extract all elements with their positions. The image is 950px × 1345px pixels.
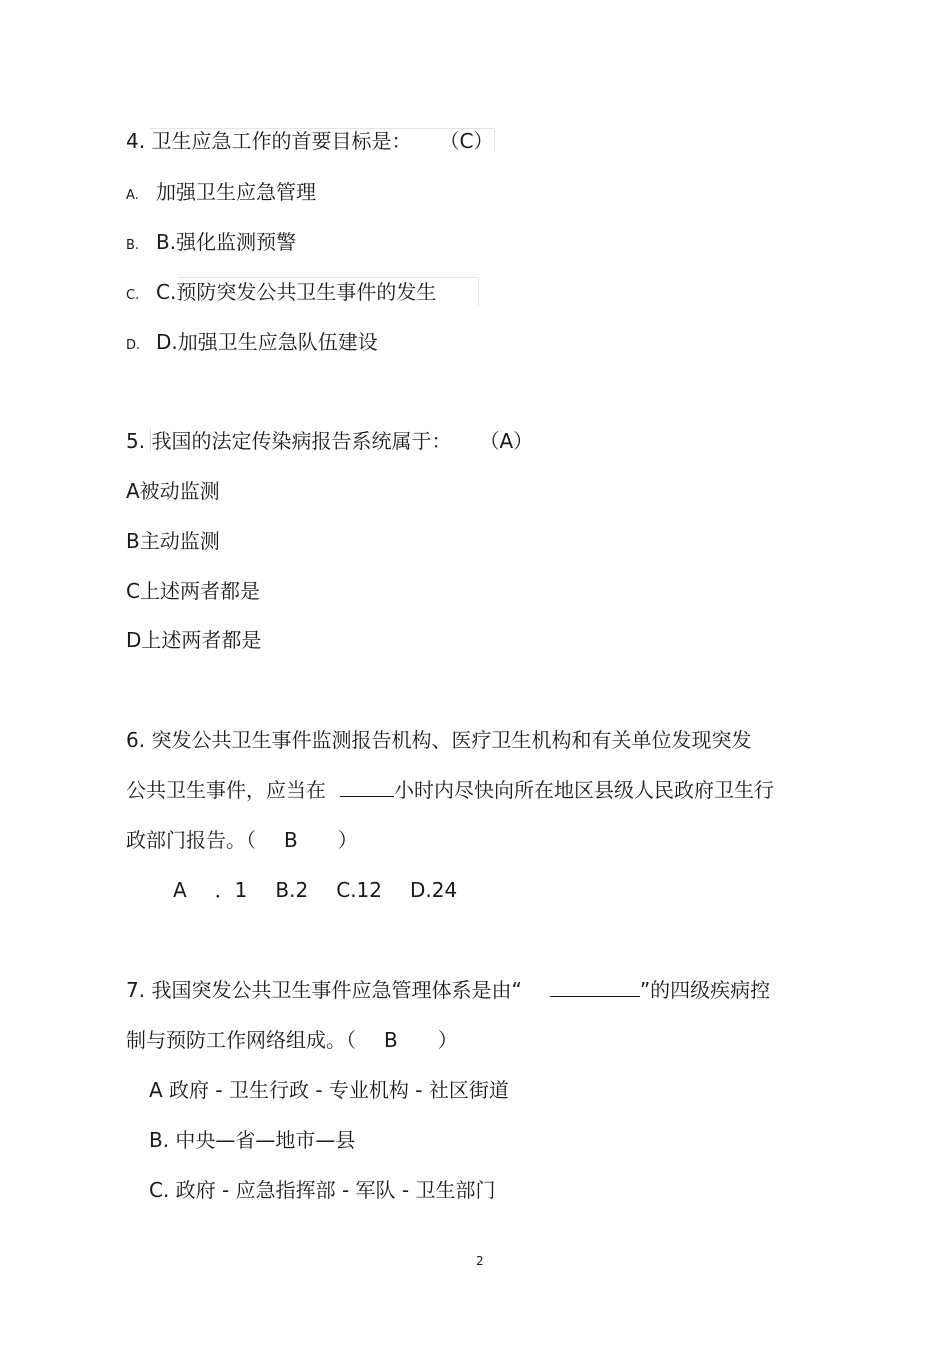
- q5-stem-text: 5. 我国的法定传染病报告系统属于：: [126, 429, 452, 453]
- q7-line-2: [126, 1027, 458, 1053]
- q4-stem: [126, 128, 493, 154]
- q6-fill-blank: [340, 778, 394, 797]
- q6-option-a-value: ．1: [214, 878, 248, 902]
- q7-option-a: A 政府 - 卫生行政 - 专业机构 - 社区街道: [149, 1078, 509, 1102]
- q6-close-paren: ）: [337, 828, 358, 852]
- q7-line-2-prefix: 制与预防工作网络组成。（: [126, 1028, 356, 1052]
- q4-option-c: [126, 279, 436, 309]
- q5-answer: （A）: [479, 429, 534, 453]
- q4-stem-text: 4. 卫生应急工作的首要目标是：: [126, 129, 412, 153]
- q6-option-c: C.12: [336, 878, 383, 902]
- q4-option-d-marker: D.: [126, 338, 141, 353]
- q6-options: [173, 877, 457, 903]
- q4-option-d: [126, 329, 378, 359]
- q6-line-2-before: 公共卫生事件，应当在: [126, 778, 326, 802]
- q4-option-a: [126, 179, 316, 209]
- q4-option-a-text: 加强卫生应急管理: [156, 180, 316, 204]
- q6-option-a: A: [173, 878, 187, 902]
- q5-option-a: A被动监测: [126, 479, 220, 503]
- q4-option-c-marker: C.: [126, 288, 140, 303]
- page-number: 2: [476, 1254, 484, 1268]
- q6-line-1: 6. 突发公共卫生事件监测报告机构、医疗卫生机构和有关单位发现突发: [126, 728, 752, 752]
- q6-line-2-after: 小时内尽快向所在地区县级人民政府卫生行: [394, 778, 774, 802]
- q4-option-c-text: C.预防突发公共卫生事件的发生: [156, 280, 437, 304]
- q7-line-1: [126, 977, 770, 1003]
- q7-fill-blank: [550, 978, 640, 997]
- q5-option-d: D上述两者都是: [126, 628, 262, 652]
- q4-option-b-text: B.强化监测预警: [156, 230, 297, 254]
- q6-option-b: B.2: [275, 878, 309, 902]
- q4-answer: （C）: [439, 129, 494, 153]
- q5-option-b: B主动监测: [126, 529, 220, 553]
- q6-line-3: [126, 827, 358, 853]
- q7-close-paren: ）: [437, 1028, 458, 1052]
- q7-line-1-after: ”的四级疾病控: [639, 978, 771, 1002]
- q4-option-b-marker: B.: [126, 238, 140, 253]
- q7-line-1-before: 7. 我国突发公共卫生事件应急管理体系是由“: [126, 978, 522, 1002]
- q4-option-d-text: D.加强卫生应急队伍建设: [156, 330, 378, 354]
- q4-option-b: [126, 229, 296, 259]
- q5-stem: [126, 428, 533, 454]
- q7-option-c: C. 政府 - 应急指挥部 - 军队 - 卫生部门: [149, 1178, 496, 1202]
- q7-answer: B: [384, 1028, 398, 1052]
- q6-answer: B: [284, 828, 298, 852]
- q7-option-b: B. 中央—省—地市—县: [149, 1128, 356, 1152]
- q4-option-a-marker: A.: [126, 188, 139, 203]
- q5-option-c: C上述两者都是: [126, 579, 260, 603]
- q6-line-3-prefix: 政部门报告。（: [126, 828, 256, 852]
- q6-line-2: [126, 777, 774, 803]
- q6-option-d: D.24: [410, 878, 458, 902]
